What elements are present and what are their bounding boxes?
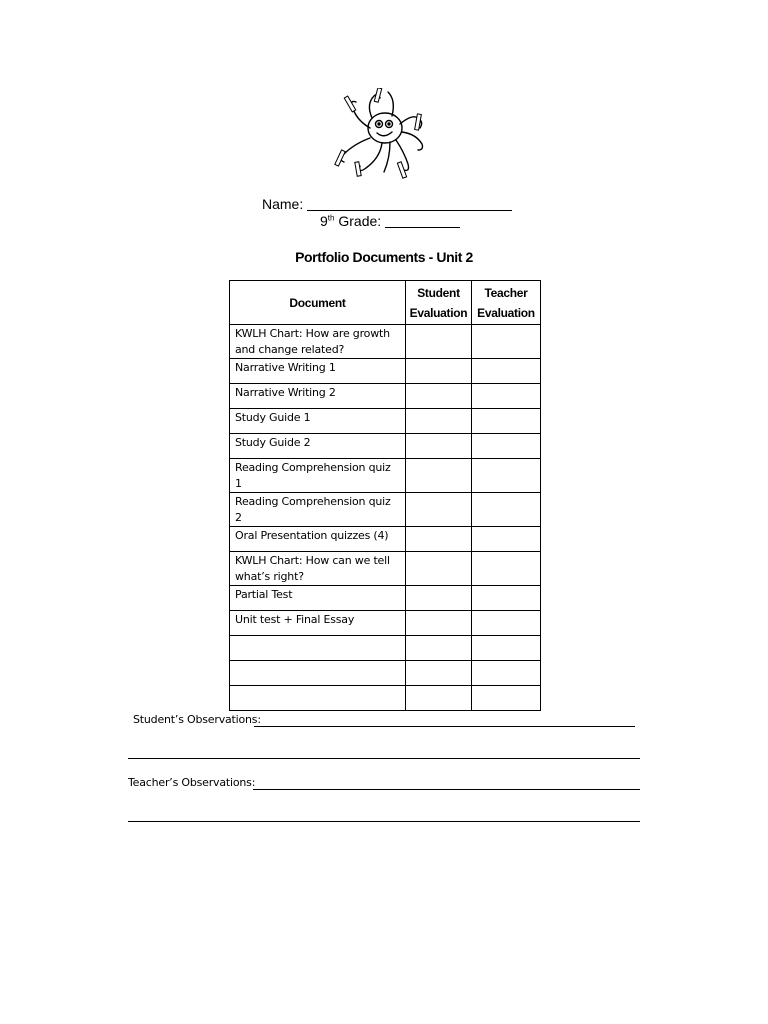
grade-label: Grade: — [334, 213, 386, 229]
document-cell: Narrative Writing 1 — [230, 359, 406, 384]
teacher-evaluation-cell[interactable] — [472, 325, 541, 359]
student-evaluation-cell[interactable] — [406, 434, 472, 459]
teacher-evaluation-cell[interactable] — [472, 459, 541, 493]
teacher-evaluation-cell[interactable] — [472, 552, 541, 586]
name-blank[interactable] — [307, 210, 512, 211]
octopus-holding-pencils-icon — [330, 88, 440, 183]
teacher-evaluation-cell[interactable] — [472, 527, 541, 552]
header-teacher-evaluation: Teacher Evaluation — [472, 281, 541, 325]
teacher-observations-label: Teacher’s Observations: — [128, 776, 256, 789]
table-row — [230, 434, 541, 459]
document-cell[interactable] — [230, 661, 406, 686]
teacher-evaluation-cell[interactable] — [472, 611, 541, 636]
document-cell: Narrative Writing 2 — [230, 384, 406, 409]
teacher-evaluation-cell[interactable] — [472, 586, 541, 611]
header-document: Document — [230, 281, 406, 325]
portfolio-table — [229, 280, 541, 711]
table-row — [230, 552, 541, 586]
table-row — [230, 636, 541, 661]
table-row — [230, 586, 541, 611]
student-evaluation-cell[interactable] — [406, 586, 472, 611]
student-evaluation-cell[interactable] — [406, 459, 472, 493]
document-cell: Reading Comprehension quiz 2 — [230, 493, 406, 527]
student-evaluation-cell[interactable] — [406, 661, 472, 686]
document-cell: Reading Comprehension quiz 1 — [230, 459, 406, 493]
document-cell: Oral Presentation quizzes (4) — [230, 527, 406, 552]
student-evaluation-cell[interactable] — [406, 686, 472, 711]
student-evaluation-cell[interactable] — [406, 384, 472, 409]
grade-suffix: th — [327, 213, 335, 223]
document-cell: Study Guide 2 — [230, 434, 406, 459]
document-cell[interactable] — [230, 686, 406, 711]
table-row — [230, 325, 541, 359]
teacher-evaluation-cell[interactable] — [472, 661, 541, 686]
teacher-evaluation-cell[interactable] — [472, 409, 541, 434]
grade-number: 9 — [320, 213, 328, 229]
table-header-row — [230, 281, 541, 325]
name-label: Name: — [262, 196, 308, 212]
teacher-evaluation-cell[interactable] — [472, 359, 541, 384]
page-title: Portfolio Documents - Unit 2 — [295, 249, 473, 265]
teacher-evaluation-cell[interactable] — [472, 434, 541, 459]
student-observations-line-1[interactable] — [254, 713, 635, 727]
student-evaluation-cell[interactable] — [406, 359, 472, 384]
grade-blank[interactable] — [385, 227, 460, 228]
document-cell: KWLH Chart: How are growth and change related? — [230, 325, 406, 359]
table-row — [230, 611, 541, 636]
document-cell: Study Guide 1 — [230, 409, 406, 434]
table-row — [230, 527, 541, 552]
teacher-observations-line-1[interactable] — [253, 776, 640, 790]
teacher-evaluation-cell[interactable] — [472, 384, 541, 409]
document-cell: Unit test + Final Essay — [230, 611, 406, 636]
student-evaluation-cell[interactable] — [406, 611, 472, 636]
teacher-evaluation-cell[interactable] — [472, 686, 541, 711]
teacher-evaluation-cell[interactable] — [472, 636, 541, 661]
student-evaluation-cell[interactable] — [406, 527, 472, 552]
name-field[interactable] — [262, 196, 512, 212]
student-evaluation-cell[interactable] — [406, 409, 472, 434]
grade-field[interactable] — [320, 213, 460, 229]
table-row — [230, 409, 541, 434]
table-row — [230, 493, 541, 527]
document-cell: Partial Test — [230, 586, 406, 611]
student-observations-label: Student’s Observations: — [133, 713, 261, 726]
student-evaluation-cell[interactable] — [406, 325, 472, 359]
teacher-observations-line-2[interactable] — [128, 808, 640, 822]
student-evaluation-cell[interactable] — [406, 636, 472, 661]
header-student-evaluation: Student Evaluation — [406, 281, 472, 325]
student-evaluation-cell[interactable] — [406, 552, 472, 586]
table-row — [230, 384, 541, 409]
document-cell: KWLH Chart: How can we tell what’s right? — [230, 552, 406, 586]
table-row — [230, 686, 541, 711]
table-row — [230, 661, 541, 686]
teacher-evaluation-cell[interactable] — [472, 493, 541, 527]
student-observations-line-2[interactable] — [128, 745, 640, 759]
table-row — [230, 359, 541, 384]
document-cell[interactable] — [230, 636, 406, 661]
table-row — [230, 459, 541, 493]
student-evaluation-cell[interactable] — [406, 493, 472, 527]
